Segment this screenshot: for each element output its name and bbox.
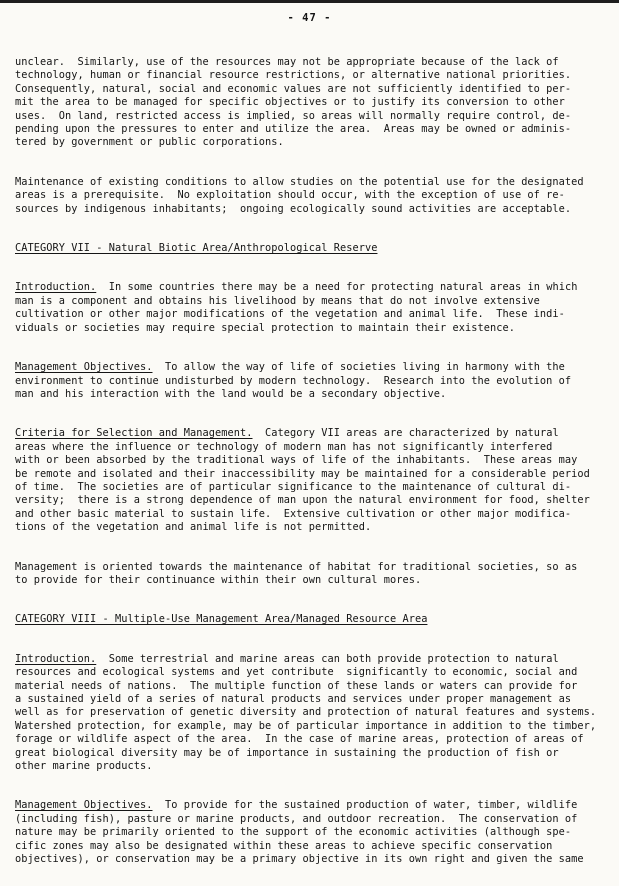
paragraph <box>15 361 609 401</box>
text-line: tions of the vegetation and animal life is not permitted. <box>15 521 372 534</box>
text-line: cific zones may also be designated within these areas to achieve specific conservation <box>15 839 553 852</box>
text-line: Introduction. In some countries there may be a need for protecting natural areas in which <box>15 281 578 294</box>
text-line: (including fish), pasture or marine products, and outdoor recreation. The conservation of <box>15 812 578 825</box>
heading-line <box>15 613 609 626</box>
paragraph-lead: Management Objectives. <box>15 361 153 374</box>
paragraph-lead: Introduction. <box>15 652 97 665</box>
scan-edge <box>0 0 619 3</box>
paragraph <box>15 653 609 774</box>
text-line: Watershed protection, for example, may be of particular importance in addition to the timber, <box>15 719 597 732</box>
text-line: Management Objectives. To allow the way of life of societies living in harmony with the <box>15 361 565 374</box>
text-line: and other basic material to sustain life. Extensive cultivation or other major modifica- <box>15 507 572 520</box>
text-line: pending upon the pressures to enter and utilize the area. Areas may be owned or adminis- <box>15 123 572 136</box>
text-line: Consequently, natural, social and economic values are not sufficiently identified to per- <box>15 82 572 95</box>
paragraph-lead: Management Objectives. <box>15 799 153 812</box>
paragraph <box>15 176 609 216</box>
text-line: tered by government or public corporations. <box>15 136 284 149</box>
text-line: to provide for their continuance within their own cultural mores. <box>15 573 422 586</box>
text-line: material needs of nations. The multiple function of these lands or waters can provide for <box>15 679 578 692</box>
paragraph <box>15 561 609 588</box>
text-line: unclear. Similarly, use of the resources may not be appropriate because of the lack of <box>15 56 559 68</box>
text-line: man is a component and obtains his livelihood by means that do not involve extensive <box>15 294 540 307</box>
text-line: areas where the influence or technology of modern man has not significantly interfered <box>15 440 553 453</box>
paragraph <box>15 799 609 866</box>
heading-line <box>15 242 609 255</box>
text-line: sources by indigenous inhabitants; ongoing ecologically sound activities are acceptable. <box>15 202 572 215</box>
text-line: uses. On land, restricted access is implied, so areas will normally require control, de- <box>15 109 572 122</box>
text-line: Management Objectives. To provide for the sustained production of water, timber, wildlife <box>15 799 578 812</box>
text-line: well as for preservation of genetic diversity and protection of natural features and systems. <box>15 706 597 719</box>
text-line: resources and ecological systems and yet contribute significantly to economic, social and <box>15 666 578 679</box>
text-line: environment to continue undisturbed by modern technology. Research into the evolution of <box>15 374 572 387</box>
text-line: Criteria for Selection and Management. Category VII areas are characterized by natural <box>15 427 559 440</box>
heading-text: CATEGORY VII - Natural Biotic Area/Anthropological Reserve <box>15 242 378 255</box>
text-line: other marine products. <box>15 760 153 773</box>
text-line: of time. The societies are of particular significance to the maintenance of cultural di- <box>15 480 572 493</box>
section-heading <box>15 242 609 255</box>
text-line: objectives), or conservation may be a primary objective in its own right and given the same <box>15 853 584 866</box>
text-line: with or been absorbed by the traditional ways of life of the inhabitants. These areas may <box>15 454 578 467</box>
text-line: viduals or societies may require special protection to maintain their existence. <box>15 321 515 334</box>
text-line: mit the area to be managed for specific objectives or to justify its conversion to other <box>15 96 565 109</box>
text-line: great biological diversity may be of importance in sustaining the production of fish or <box>15 746 559 759</box>
text-line: be remote and isolated and their inaccessibility may be maintained for a considerable period <box>15 467 590 480</box>
text-line: forage or wildlife aspect of the area. In the case of marine areas, protection of areas of <box>15 733 584 746</box>
text-line: Introduction. Some terrestrial and marine areas can both provide protection to natural <box>15 652 559 665</box>
text-line: areas is a prerequisite. No exploitation should occur, with the exception of use of re- <box>15 189 565 202</box>
text-line: versity; there is a strong dependence of man upon the natural environment for food, shelter <box>15 494 590 507</box>
paragraph <box>15 56 609 150</box>
paragraph <box>15 281 609 335</box>
text-line: Management is oriented towards the maintenance of habitat for traditional societies, so as <box>15 560 578 573</box>
paragraph-lead: Criteria for Selection and Management. <box>15 427 253 440</box>
heading-text: CATEGORY VIII - Multiple-Use Management Area/Managed Resource Area <box>15 613 428 626</box>
text-line: Maintenance of existing conditions to allow studies on the potential use for the designated <box>15 175 584 188</box>
text-line: cultivation or other major modifications of the vegetation and animal life. These indi- <box>15 308 565 321</box>
paragraph <box>15 427 609 534</box>
paragraph-lead: Introduction. <box>15 281 97 294</box>
text-line: man and his interaction with the land would be a secondary objective. <box>15 387 447 400</box>
section-heading <box>15 613 609 626</box>
document-body <box>0 25 619 866</box>
page-number: - 47 - <box>287 12 332 24</box>
text-line: technology, human or financial resource restrictions, or alternative national priorities. <box>15 69 572 82</box>
text-line: nature may be primarily oriented to the support of the economic activities (although spe- <box>15 826 572 839</box>
text-line: a sustained yield of a series of natural products and services under proper management as <box>15 693 572 705</box>
